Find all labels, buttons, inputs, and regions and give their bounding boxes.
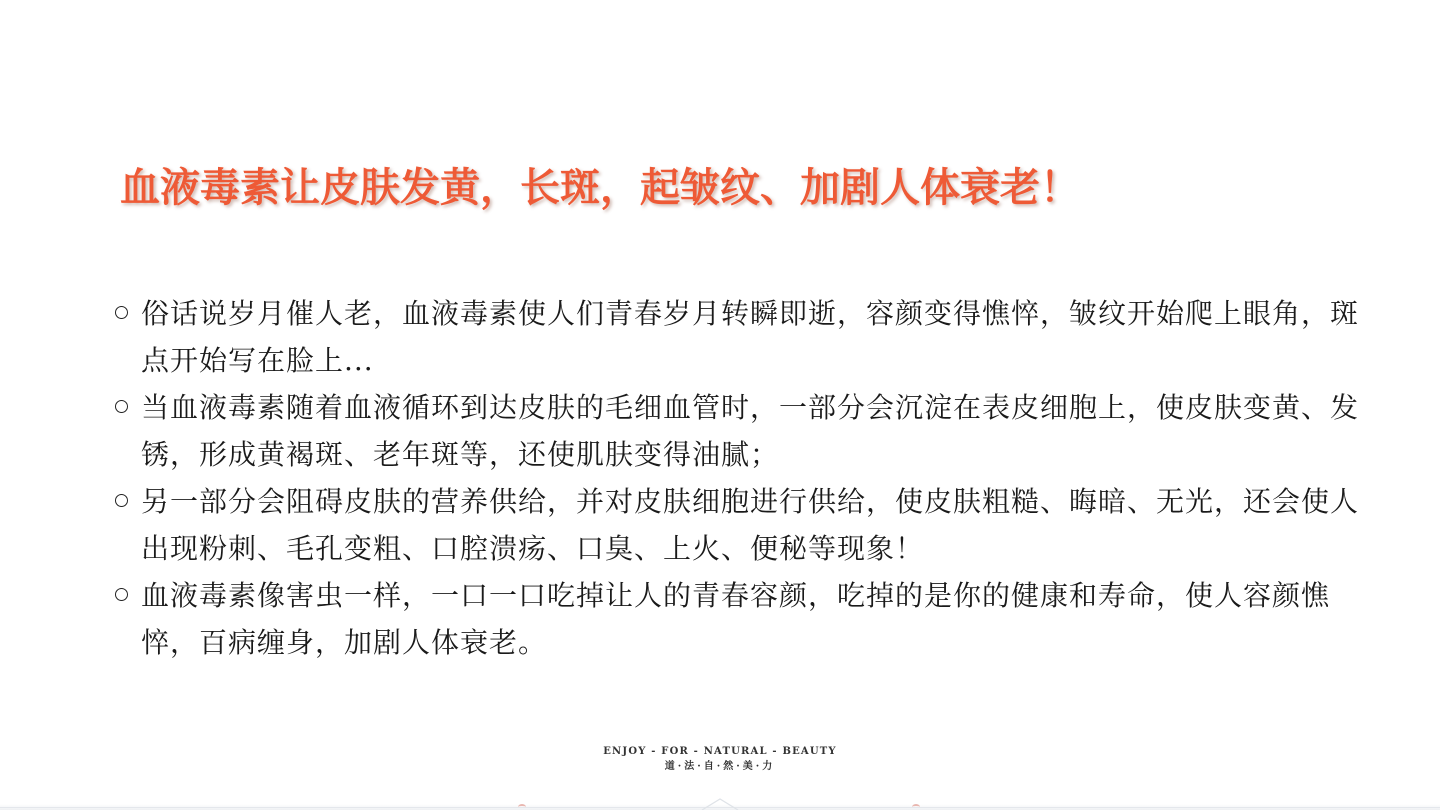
slide-title: 血液毒素让皮肤发黄，长斑，起皱纹、加剧人体衰老！ [120, 165, 1080, 211]
footer-brand [0, 745, 1440, 775]
bullet-item [112, 384, 1362, 478]
circle-bullet-icon [115, 400, 128, 413]
bullet-text: 俗话说岁月催人老，血液毒素使人们青春岁月转瞬即逝，容颜变得憔悴，皱纹开始爬上眼角，斑点开始写在脸上... [141, 297, 1360, 377]
circle-bullet-icon [115, 306, 128, 319]
bullet-list [112, 290, 1362, 666]
bullet-item [112, 290, 1362, 384]
bottom-chevron-decoration [700, 796, 740, 810]
circle-bullet-icon [115, 494, 128, 507]
bullet-text: 血液毒素像害虫一样，一口一口吃掉让人的青春容颜，吃掉的是你的健康和寿命，使人容颜憔悴，百病缠身，加剧人体衰老。 [141, 579, 1331, 659]
bottom-accent-mark [518, 804, 526, 810]
circle-bullet-icon [115, 588, 128, 601]
bullet-item [112, 572, 1362, 666]
bullet-text: 另一部分会阻碍皮肤的营养供给，并对皮肤细胞进行供给，使皮肤粗糙、晦暗、无光，还会使人出现粉刺、毛孔变粗、口腔溃疡、口臭、上火、便秘等现象！ [141, 485, 1360, 565]
footer-chinese-slogan: 道·法·自·然·美·力 [664, 761, 776, 772]
bullet-text: 当血液毒素随着血液循环到达皮肤的毛细血管时，一部分会沉淀在表皮细胞上，使皮肤变黄、发锈，形成黄褐斑、老年斑等，还使肌肤变得油腻； [141, 391, 1360, 471]
footer-english-slogan: ENJOY - FOR - NATURAL - BEAUTY [603, 746, 837, 757]
bullet-item [112, 478, 1362, 572]
bottom-accent-mark [912, 804, 920, 810]
